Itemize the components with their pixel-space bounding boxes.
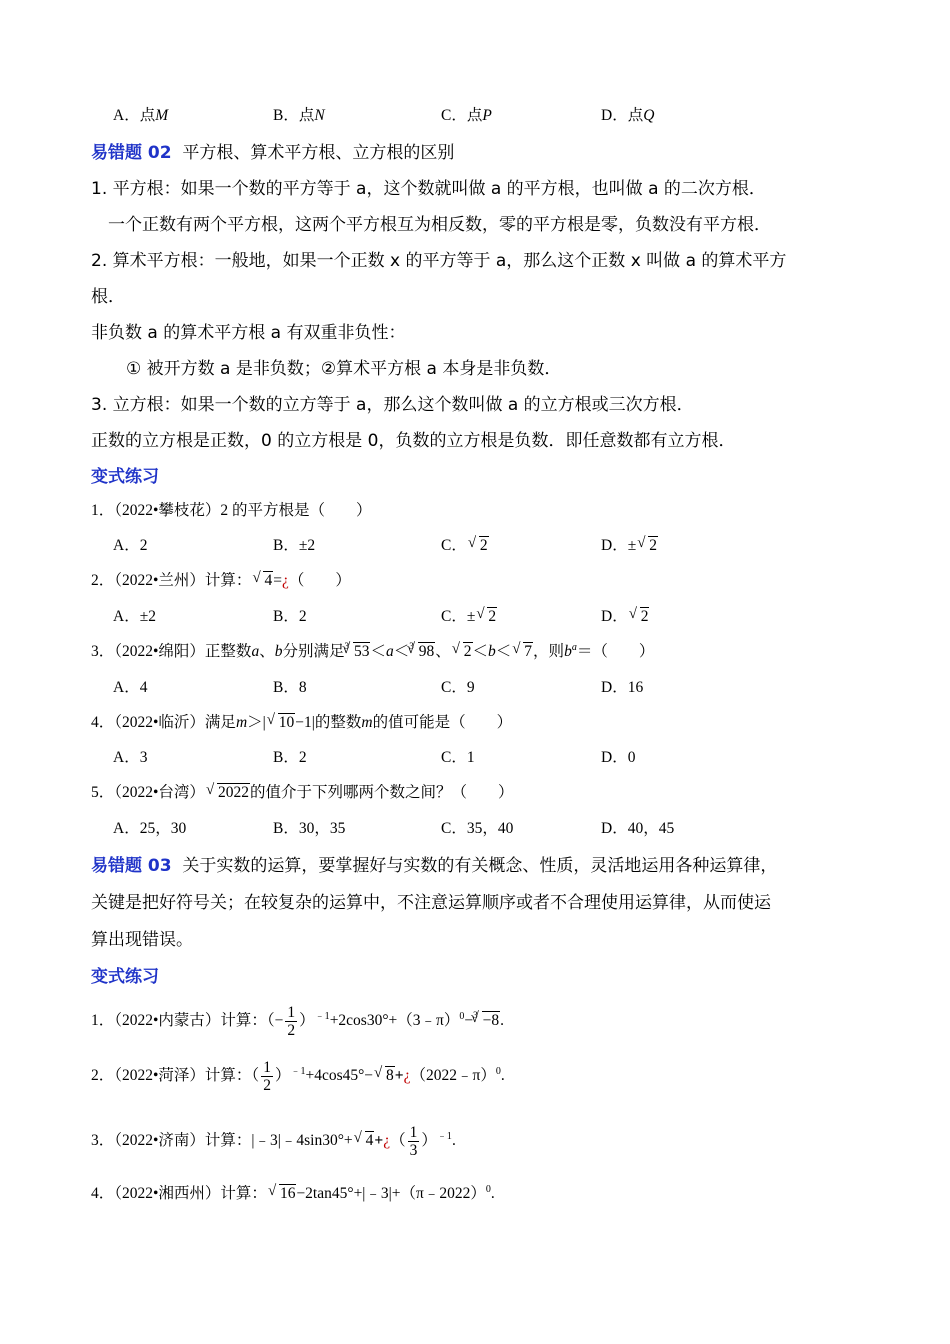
section-title: 平方根、算术平方根、立方根的区别 — [182, 143, 455, 163]
question-4-stem: 4．（2022•临沂）满足m＞|√ 10−1|的整数m的值可能是（ ） — [91, 710, 512, 732]
option-c: C．1 — [441, 749, 475, 766]
option-d: D．√ 2 — [601, 604, 649, 626]
option-a: A．2 — [113, 537, 148, 554]
paragraph: 3. 立方根：如果一个数的立方等于 a，那么这个数叫做 a 的立方根或三次方根． — [91, 395, 694, 415]
option-a: A．3 — [113, 749, 148, 766]
paragraph: 一个正数有两个平方根，这两个平方根互为相反数，零的平方根是零，负数没有平方根． — [108, 215, 771, 235]
paragraph: 1. 平方根：如果一个数的平方等于 a，这个数就叫做 a 的平方根，也叫做 a 的二次方根． — [91, 179, 766, 199]
paragraph: 2. 算术平方根：一般地，如果一个正数 x 的平方等于 a，那么这个正数 x 叫做 a 的算术平方 — [91, 251, 787, 271]
calc-question-1: 1．（2022•内蒙古）计算：（− $\frac{1}{2}$ ）$^{﹣1}$+2cos30°+（3﹣π）$^0$−$^3$√ −8. — [91, 1004, 504, 1039]
section-3-line-1: 易错题 03 关于实数的运算，要掌握好与实数的有关概念、性质，灵活地运用各种运算律， — [91, 856, 778, 876]
question-2-stem: 2．（2022•兰州）计算：√ 4=¿（ ） — [91, 568, 351, 590]
paragraph: 关键是把好符号关；在较复杂的运算中，不注意运算顺序或者不合理使用运算律，从而使运 — [91, 893, 771, 913]
option-b: B．点N — [273, 107, 325, 124]
option-c: C．√ 2 — [441, 533, 489, 555]
option-b: B．±2 — [273, 537, 316, 554]
option-c: C．35，40 — [441, 820, 514, 837]
option-b: B．8 — [273, 679, 307, 696]
question-5-stem: 5．（2022•台湾）√ 2022的值介于下列哪两个数之间？（ ） — [91, 780, 513, 802]
option-d: D．0 — [601, 749, 636, 766]
practice-heading: 变式练习 — [91, 967, 159, 987]
section-2-heading — [91, 138, 454, 163]
paragraph: 根． — [91, 287, 125, 307]
option-a: A．25，30 — [113, 820, 187, 837]
option-d: D．16 — [601, 679, 644, 696]
option-d: D．点Q — [601, 107, 655, 124]
option-c: C．±√ 2 — [441, 604, 497, 626]
paragraph: 正数的立方根是正数，0 的立方根是 0，负数的立方根是负数．即任意数都有立方根． — [91, 431, 736, 451]
section-tag: 易错题 02 — [91, 143, 172, 163]
calc-question-3: 3．（2022•济南）计算：|﹣3|﹣4sin30°+√ 4+¿（ $\frac{1}{3}$ ）$^{﹣1}$. — [91, 1124, 456, 1159]
paragraph: ① 被开方数 a 是非负数；②算术平方根 a 本身是非负数． — [126, 359, 562, 379]
option-b: B．30，35 — [273, 820, 346, 837]
section-tag: 易错题 03 — [91, 856, 172, 876]
calc-question-4: 4．（2022•湘西州）计算：√ 16−2tan45°+|﹣3|+（π﹣2022）$^0$. — [91, 1181, 495, 1203]
paragraph: 算出现错误。 — [91, 930, 193, 950]
option-c: C．点P — [441, 107, 492, 124]
option-a: A．±2 — [113, 608, 156, 625]
option-d: D．40，45 — [601, 820, 675, 837]
option-a: A．点M — [113, 107, 169, 124]
calc-question-2: 2．（2022•菏泽）计算：（ $\frac{1}{2}$ ）$^{﹣1}$+4cos45°−√ 8+¿（2022﹣π）$^0$. — [91, 1059, 505, 1094]
option-b: B．2 — [273, 608, 307, 625]
question-3-stem: 3．（2022•绵阳）正整数a、b分别满足$^3$√ 53＜a＜$^3$√ 98、√ 2＜b＜√ 7，则$b^a=$（ ） — [91, 639, 654, 661]
practice-heading: 变式练习 — [91, 467, 159, 487]
paragraph: 非负数 a 的算术平方根 a 有双重非负性： — [91, 323, 406, 343]
question-1-stem: 1．（2022•攀枝花）2 的平方根是（ ） — [91, 502, 372, 519]
option-c: C．9 — [441, 679, 475, 696]
option-a: A．4 — [113, 679, 148, 696]
option-b: B．2 — [273, 749, 307, 766]
option-d: D．±√ 2 — [601, 533, 658, 555]
